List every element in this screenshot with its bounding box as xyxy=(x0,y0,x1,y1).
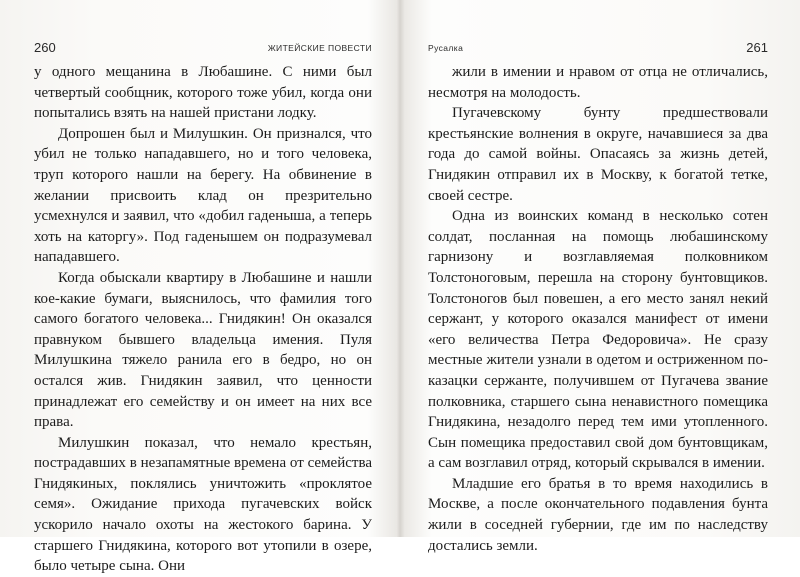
right-page-header xyxy=(428,40,768,58)
paragraph: Пугачевскому бунту предшествовали крестьянские волнения в округе, начавшиеся за два года до самой войны. Опасаясь за жизнь детей, Гнидякин отправил их в Москву, к богатой тетке, своей сестре. xyxy=(428,105,768,204)
left-page-header xyxy=(34,40,372,58)
left-page xyxy=(0,0,400,575)
left-page-number: 260 xyxy=(34,40,56,55)
paragraph: у одного мещанина в Любашине. С ними был четвертый сообщник, которого тоже убил, когда они попытались взять на нашей пристани лодку. xyxy=(34,64,372,122)
paragraph: Одна из воинских команд в несколько сотен солдат, посланная на помощь любашинскому гарнизону и возглавляемая полковником Толстоноговым, перешла на сторону бунтовщиков. Толстоногов был повешен, а его место занял некий сержант, у которого оказался манифест от имени «его величества Петра Федоровича». Не сразу местные жители узнали в одетом и остриженном по-казацки сержанте, получившем от Пугачева звание полковника, старшего сына ненавистного помещика Гнидякина, незадолго перед тем ими утопленного. Сын помещика предоставил свой дом бунтовщикам, а сам возглавил отряд, который скрывался в имении. xyxy=(428,208,768,472)
right-page-number: 261 xyxy=(746,40,768,55)
right-running-head: Русалка xyxy=(428,43,464,53)
paragraph: Допрошен был и Милушкин. Он признался, что убил не только нападавшего, но и того человека, труп которого нашли на берегу. На обвинение в желании присвоить клад он презрительно усмехнулся и заявил, что «добил гаденыша, а теперь хоть на каторгу». Под гаденышем он подразумевал нападавшего. xyxy=(34,125,372,266)
right-page-text xyxy=(428,62,768,556)
left-running-head: ЖИТЕЙСКИЕ ПОВЕСТИ xyxy=(267,43,372,53)
paragraph: Когда обыскали квартиру в Любашине и нашли кое-какие бумаги, выяснилось, что фамилия того самого богатого человека... Гнидякин! Он оказался правнуком бывшего владельца имения. Пуля Милушкина тяжело ранила его в бедро, но он остался жив. Гнидякин заявил, что ценности принадлежат его семейству и он имеет на них все права. xyxy=(34,269,372,431)
paragraph: Милушкин показал, что немало крестьян, пострадавших в незапамятные времена от семейства Гнидякиных, поклялись уничтожить «проклятое семя». Ожидание прихода пугачевских войск ускорило начало охоты на жестокого барина. У старшего Гнидякина, которого вот утопили в озере, было четыре сына. Они xyxy=(34,434,372,575)
paragraph: Младшие его братья в то время находились в Москве, а после окончательного подавления бунта жили в соседней губернии, где им по наследству достались земли. xyxy=(428,475,768,554)
left-page-text xyxy=(34,62,372,577)
paragraph: жили в имении и нравом от отца не отличались, несмотря на молодость. xyxy=(428,64,768,101)
right-page xyxy=(400,0,800,554)
